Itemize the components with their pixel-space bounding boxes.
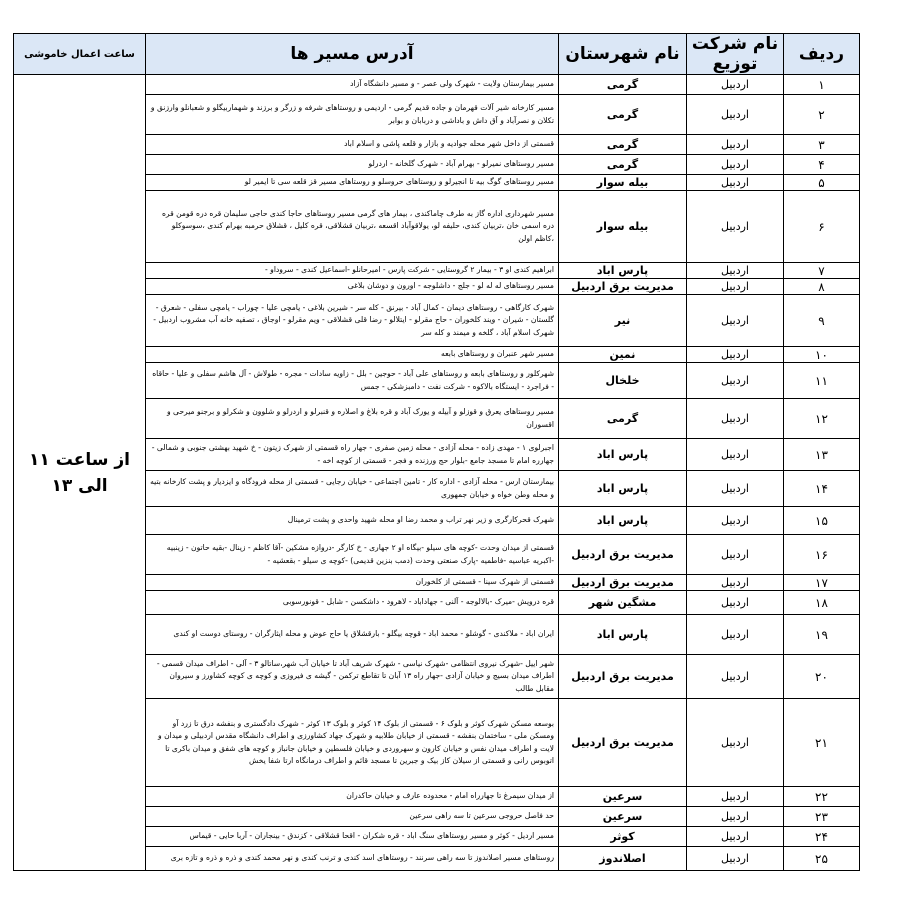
company-cell: اردبیل <box>687 399 784 439</box>
company-cell: اردبیل <box>687 575 784 591</box>
row-number-cell: ۲۰ <box>784 655 860 699</box>
address-cell: اجبرلوی ۱ - مهدی زاده - محله آزادی - محله زمین صفری - جهار راه قسمتی از شهرک زیتون - خ شهید بهشتی جنوبی و شمالی - جهارره امام تا مسجد جامع -بلوار حج ورزنده و فجر - قسمتی از کوچه اخه - <box>146 439 559 471</box>
address-cell: شهرک کارگاهی - روستاهای دیمان - کمال آباد - بیرنق - کله سر - شیرین بلاغی - یامچی علیا - چوراب - یامچی سفلی - شعرق - گلستان - شیران - ویند کلخوران - حاج مقرلو - ایتلالو - رضا قلی قشلاقی - ویم مقرلو - اوجاق ، تصفیه خانه آب مشروب اردبیل - شهرک اسلام آباد ، گلخه و میمند و کله سر <box>146 295 559 347</box>
city-cell: مدیریت برق اردبیل <box>559 535 687 575</box>
city-cell: گرمی <box>559 75 687 95</box>
company-cell: اردبیل <box>687 807 784 827</box>
address-cell: قسمتی از میدان وحدت -کوچه های سیلو -بیگاه او ۲ جهاری - خ کارگر -دروازه مشکین -آقا کاظم - زینال -بقیه حاتون - زینبیه -اکبریه عباسیه -فاطمیه -پارک صنعتی وحدت (دمب بنزین قدیمی) -کوچه ی سیلو - بقعشیه - <box>146 535 559 575</box>
company-cell: اردبیل <box>687 655 784 699</box>
company-cell: اردبیل <box>687 95 784 135</box>
city-cell: پارس اباد <box>559 471 687 507</box>
city-cell: سرعین <box>559 807 687 827</box>
company-cell: اردبیل <box>687 155 784 175</box>
company-cell: اردبیل <box>687 591 784 615</box>
company-cell: اردبیل <box>687 347 784 363</box>
company-cell: اردبیل <box>687 507 784 535</box>
city-cell: گرمی <box>559 135 687 155</box>
address-cell: ابراهیم کندی او ۳ - بیمار ۲ گروستایی - شرکت پارس - امیرحانلو -اسماعیل کندی - سروداو - <box>146 263 559 279</box>
address-cell: قره درویش -میرک -بالالوجه - آلنی - جهاداباد - لاهرود - داشکسن - شابل - قونورسوبی <box>146 591 559 615</box>
header-row <box>14 34 860 75</box>
schedule-rows <box>14 75 860 871</box>
address-cell: مسیر روستاهای له له لو - جلج - داشلوجه - اورون و دوشان بلاغی <box>146 279 559 295</box>
company-cell: اردبیل <box>687 295 784 347</box>
company-cell: اردبیل <box>687 75 784 95</box>
header-company: نام شرکت توزیع <box>687 34 784 75</box>
company-cell: اردبیل <box>687 363 784 399</box>
city-cell: کوثر <box>559 827 687 847</box>
schedule-table <box>13 33 860 871</box>
row-number-cell: ۱۵ <box>784 507 860 535</box>
blackout-schedule-sheet <box>13 33 859 871</box>
row-number-cell: ۱۳ <box>784 439 860 471</box>
row-number-cell: ۴ <box>784 155 860 175</box>
address-cell: بیمارستان ارس - محله آزادی - اداره کار - تامین اجتماعی - خیابان رجایی - قسمتی از محله فرودگاه و ایزدیار و پشت کارخانه بتیه و محله وطن خواه و خیابان جمهوری <box>146 471 559 507</box>
row-number-cell: ۱۰ <box>784 347 860 363</box>
city-cell: گرمی <box>559 399 687 439</box>
address-cell: شهرکلور و روستاهای بابعه و روستاهای علی آباد - حوجین - بلل - زاویه سادات - مجره - طولاش - آل هاشم سفلی و علیا - حاقاه - فراجرد - ایستگاه بالاکوه - شرکت نفت - دامبزشکی - جمس <box>146 363 559 399</box>
city-cell: مدیریت برق اردبیل <box>559 655 687 699</box>
city-cell: پارس اباد <box>559 439 687 471</box>
row-number-cell: ۱۴ <box>784 471 860 507</box>
row-number-cell: ۲۵ <box>784 847 860 871</box>
row-number-cell: ۱ <box>784 75 860 95</box>
company-cell: اردبیل <box>687 135 784 155</box>
company-cell: اردبیل <box>687 175 784 191</box>
company-cell: اردبیل <box>687 471 784 507</box>
address-cell: قسمتی از داخل شهر محله جوادیه و بازار و قلعه پاشی و اسلام اباد <box>146 135 559 155</box>
row-number-cell: ۶ <box>784 191 860 263</box>
address-cell: حد فاصل حروجی سرعین تا سه راهی سرعین <box>146 807 559 827</box>
row-number-cell: ۳ <box>784 135 860 155</box>
city-cell: پارس اباد <box>559 615 687 655</box>
address-cell: مسیر روستاهای گوگ بیه تا انجیرلو و روستاهای حروسلو و روستاهای مسیر قز قلعه سی تا ایمیر لو <box>146 175 559 191</box>
row-number-cell: ۲ <box>784 95 860 135</box>
address-cell: قسمتی از شهرک سینا - قسمتی از کلخوران <box>146 575 559 591</box>
company-cell: اردبیل <box>687 535 784 575</box>
city-cell: گرمی <box>559 95 687 135</box>
address-cell: مسیر شهر عنبران و روستاهای بابعه <box>146 347 559 363</box>
address-cell: روستاهای مسیر اصلاندوز تا سه راهی سرنند - روستاهای اسد کندی و ترنب کندی و نهر محمد کندی و ذره و ذره و تازه بری <box>146 847 559 871</box>
row-number-cell: ۹ <box>784 295 860 347</box>
address-cell: مسیر روستاهای نمیرلو - بهرام آباد - شهرک گلخانه - اردرلو <box>146 155 559 175</box>
row-number-cell: ۸ <box>784 279 860 295</box>
city-cell: مدیریت برق اردبیل <box>559 699 687 787</box>
address-cell: مسیر بیمارستان ولایت - شهرک ولی عصر - و مسیر دانشگاه آزاد <box>146 75 559 95</box>
company-cell: اردبیل <box>687 847 784 871</box>
header-city: نام شهرستان <box>559 34 687 75</box>
city-cell: اصلاندوز <box>559 847 687 871</box>
city-cell: مشگین شهر <box>559 591 687 615</box>
header-row-number: ردیف <box>784 34 860 75</box>
city-cell: بیله سوار <box>559 191 687 263</box>
address-cell: از میدان سیمرغ تا جهارراه امام - محدوده عارف و خیابان حاکدران <box>146 787 559 807</box>
address-cell: مسیر شهرداری اداره گاز به طرف چاماکندی ، بیمار های گرمی مسیر روستاهای حاجا کندی حاجی سلیمان قره دره قومن قره دره اسمی خان ،تربیان کندی، حلیفه لو، یولاقوآباد اقسعه ،تربیان قشلاقی، قره کلیل ، قشلاق حرمبه بهرام کندی ،سوسوکلو ،کاظم اولن <box>146 191 559 263</box>
address-cell: مسیر کارخانه شیر آلات قهرمان و جاده قدیم گرمی - اردیمی و روستاهای شرفه و زرگر و برزند و شهماربیگلو و شعبانلو وارزنق و تکلان و نصرآباد و آق داش و باداشی و دربابان و بوابر <box>146 95 559 135</box>
city-cell: پارس اباد <box>559 507 687 535</box>
row-number-cell: ۱۲ <box>784 399 860 439</box>
time-slot-cell: از ساعت ۱۱ الی ۱۳ <box>14 75 146 871</box>
row-number-cell: ۱۹ <box>784 615 860 655</box>
row-number-cell: ۱۱ <box>784 363 860 399</box>
company-cell: اردبیل <box>687 699 784 787</box>
header-address: آدرس مسیر ها <box>146 34 559 75</box>
row-number-cell: ۷ <box>784 263 860 279</box>
address-cell: شهر اییل -شهرک نیروی انتظامی -شهرک نیاسی - شهرک شریف آباد تا خیابان آب شهر،ساتالو ۳ - آلی - اطراف میدان قسمی - اطراف میدان بسیج و خیابان آزادی -جهار راه ۱۳ آبان تا تقاطع ترکمن - گیشه ی فیروزی و کوچه ی کوچه کشاورز و سیروان مقابل طالب <box>146 655 559 699</box>
address-cell: مسیر اردیل - کوثر و مسیر روستاهای سنگ اباد - قره شکران - اقحا قشلاقی - کزندق - بینجاران - آربا حایی - قیماس <box>146 827 559 847</box>
city-cell: مدیریت برق اردبیل <box>559 575 687 591</box>
company-cell: اردبیل <box>687 191 784 263</box>
company-cell: اردبیل <box>687 263 784 279</box>
row-number-cell: ۲۲ <box>784 787 860 807</box>
row-number-cell: ۵ <box>784 175 860 191</box>
row-number-cell: ۱۶ <box>784 535 860 575</box>
company-cell: اردبیل <box>687 439 784 471</box>
address-cell: مسیر روستاهای یعرق و قوزلو و آبیله و یورک آباد و قره بلاغ و اصلاره و قنبرلو و اردرلو و شلوون و شکرلو و برجنو میرحی و اقسوران <box>146 399 559 439</box>
city-cell: خلخال <box>559 363 687 399</box>
table-row <box>14 75 860 95</box>
company-cell: اردبیل <box>687 279 784 295</box>
row-number-cell: ۲۱ <box>784 699 860 787</box>
city-cell: پارس اباد <box>559 263 687 279</box>
city-cell: گرمی <box>559 155 687 175</box>
city-cell: مدیریت برق اردبیل <box>559 279 687 295</box>
company-cell: اردبیل <box>687 827 784 847</box>
address-cell: شهرک قحرکارگری و زیر نهر تراب و محمد رضا او محله شهید واحدی و پشت ترمینال <box>146 507 559 535</box>
row-number-cell: ۱۷ <box>784 575 860 591</box>
address-cell: ایران اباد - ملاکندی - گوشلو - محمد اباد - قوچه بیگلو - بارقشلاق یا حاج عوض و محله ایثارگران - روستای دوست او کندی <box>146 615 559 655</box>
city-cell: بیله سوار <box>559 175 687 191</box>
city-cell: نمین <box>559 347 687 363</box>
city-cell: نیر <box>559 295 687 347</box>
city-cell: سرعین <box>559 787 687 807</box>
company-cell: اردبیل <box>687 615 784 655</box>
header-time: ساعت اعمال خاموشی <box>14 34 146 75</box>
row-number-cell: ۲۳ <box>784 807 860 827</box>
company-cell: اردبیل <box>687 787 784 807</box>
row-number-cell: ۲۴ <box>784 827 860 847</box>
row-number-cell: ۱۸ <box>784 591 860 615</box>
address-cell: بوسعه مسکن شهرک کوثر و بلوک ۶ - قسمتی از بلوک ۱۴ کوثر و بلوک ۱۳ کوثر - شهرک دادگستری و بنفشه درق تا زرد آو ومسکن ملی - ساختمان بنفشه - قسمتی از خیابان طلابیه و شهرک جهاد کشاورزی و اطراف دانشگاه مقدس اردبیلی و میدان و لایت و اطراف میدان نفس و خیابان کارون و سهروردی و خیابان فلسطین و خیابان جانباز و کوچه های شفق و میدان باکری تا اتوبوس رانی و قسمتی از سیلان کاز بیک و جبرین تا مسجد قائم و اطراف درمانگاه ارتا شفا یخش <box>146 699 559 787</box>
